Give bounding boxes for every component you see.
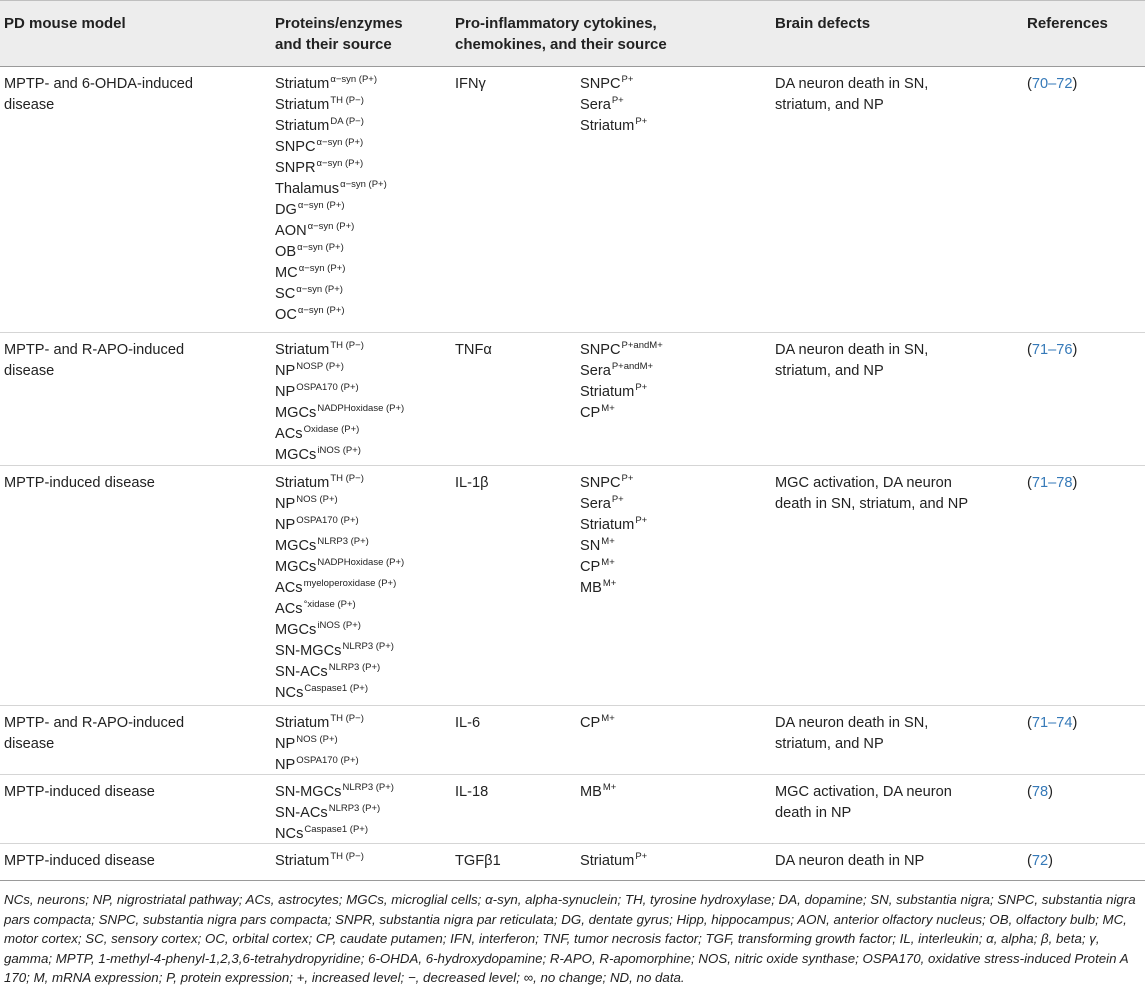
- cell-sources: [580, 713, 760, 734]
- cell-sources: [580, 74, 760, 137]
- protein-item: [275, 340, 445, 361]
- source-item: [580, 494, 760, 515]
- protein-name: SN-ACs: [275, 664, 328, 680]
- protein-item: [275, 662, 445, 683]
- protein-annotation: NADPHoxidase (P+): [317, 403, 405, 414]
- reference-line: [1027, 713, 1137, 734]
- protein-name: MGCs: [275, 405, 317, 421]
- protein-item: [275, 361, 445, 382]
- protein-name: ACs: [275, 601, 303, 617]
- protein-item: [275, 557, 445, 578]
- protein-annotation: TH (P−): [330, 713, 364, 724]
- protein-item: [275, 263, 445, 284]
- protein-name: MC: [275, 265, 298, 281]
- protein-annotation: OSPA170 (P+): [296, 382, 359, 393]
- table-row: [0, 465, 1145, 705]
- protein-annotation: °xidase (P+): [303, 599, 356, 610]
- reference-line: [1027, 473, 1137, 494]
- protein-annotation: α−syn (P+): [316, 158, 364, 169]
- protein-item: [275, 305, 445, 326]
- reference-line: [1027, 74, 1137, 95]
- protein-item: [275, 515, 445, 536]
- reference-paren-close: ): [1072, 475, 1078, 491]
- table-row: [0, 705, 1145, 774]
- source-item: [580, 536, 760, 557]
- cytokine-name: IFNγ: [455, 76, 486, 92]
- cell-proteins: [275, 74, 445, 326]
- brain-defect-line: striatum, and NP: [775, 736, 884, 752]
- protein-item: [275, 179, 445, 200]
- protein-item: [275, 445, 445, 466]
- brain-defect-line: death in SN, striatum, and NP: [775, 496, 969, 512]
- protein-name: MGCs: [275, 622, 317, 638]
- cell-model: [4, 851, 254, 872]
- source-item: [580, 713, 760, 734]
- protein-annotation: TH (P−): [330, 473, 364, 484]
- protein-name: MGCs: [275, 447, 317, 463]
- model-line: disease: [4, 97, 55, 113]
- source-annotation: M+: [602, 578, 617, 589]
- source-annotation: P+: [621, 74, 634, 85]
- cell-cytokine: [455, 851, 565, 872]
- reference-paren-open: (: [1027, 784, 1032, 800]
- cell-cytokine: [455, 340, 565, 361]
- source-annotation: P+andM+: [621, 340, 663, 351]
- source-annotation: P+: [635, 116, 648, 127]
- cell-model: [4, 713, 254, 755]
- model-line: MPTP- and R-APO-induced: [4, 715, 185, 731]
- cell-reference: [1027, 713, 1137, 734]
- reference-link[interactable]: 71–78: [1031, 475, 1073, 491]
- cell-sources: [580, 782, 760, 803]
- source-item: [580, 382, 760, 403]
- cell-proteins: [275, 713, 445, 776]
- cell-brain-defects: [775, 74, 1005, 116]
- protein-annotation: DA (P−): [330, 116, 364, 127]
- protein-item: [275, 851, 445, 872]
- cell-brain-defects: [775, 713, 1005, 755]
- source-name: CP: [580, 559, 601, 575]
- source-item: [580, 74, 760, 95]
- reference-link[interactable]: 72: [1031, 853, 1049, 869]
- source-name: SNPC: [580, 475, 621, 491]
- protein-name: NP: [275, 363, 296, 379]
- cell-model: [4, 340, 254, 382]
- reference-link[interactable]: 78: [1031, 784, 1049, 800]
- table-row: [0, 774, 1145, 843]
- protein-item: [275, 284, 445, 305]
- brain-defect-line: striatum, and NP: [775, 97, 884, 113]
- source-name: Striatum: [580, 853, 635, 869]
- protein-annotation: NLRP3 (P+): [328, 803, 381, 814]
- protein-name: NP: [275, 517, 296, 533]
- cell-sources: [580, 851, 760, 872]
- protein-name: Thalamus: [275, 181, 340, 197]
- cell-cytokine: [455, 473, 565, 494]
- protein-item: [275, 683, 445, 704]
- reference-paren-close: ): [1048, 784, 1053, 800]
- source-annotation: P+: [611, 95, 624, 106]
- cell-model: [4, 782, 254, 803]
- source-item: [580, 851, 760, 872]
- protein-annotation: NLRP3 (P+): [342, 782, 394, 793]
- protein-item: [275, 494, 445, 515]
- protein-item: [275, 578, 445, 599]
- source-item: [580, 578, 760, 599]
- source-item: [580, 340, 760, 361]
- reference-paren-close: ): [1048, 853, 1053, 869]
- cytokine-name: IL-6: [455, 715, 481, 731]
- cytokine-name: IL-1β: [455, 475, 489, 491]
- cell-brain-defects: [775, 782, 1005, 824]
- protein-item: [275, 158, 445, 179]
- reference-link[interactable]: 71–74: [1031, 715, 1073, 731]
- cell-brain-defects: [775, 851, 1005, 872]
- source-item: [580, 473, 760, 494]
- protein-item: [275, 473, 445, 494]
- cell-sources: [580, 473, 760, 599]
- protein-annotation: OSPA170 (P+): [296, 515, 359, 526]
- protein-annotation: α−syn (P+): [298, 263, 346, 274]
- protein-name: SN-MGCs: [275, 784, 342, 800]
- cell-reference: [1027, 340, 1137, 361]
- protein-annotation: TH (P−): [330, 95, 364, 106]
- protein-item: [275, 221, 445, 242]
- protein-annotation: α−syn (P+): [297, 200, 345, 211]
- cell-reference: [1027, 782, 1137, 803]
- cell-reference: [1027, 851, 1137, 872]
- source-name: MB: [580, 580, 602, 596]
- header-model: PD mouse model: [4, 15, 126, 32]
- source-name: CP: [580, 715, 601, 731]
- cell-brain-defects: [775, 473, 1005, 515]
- brain-defect-line: death in NP: [775, 805, 852, 821]
- source-annotation: M+: [601, 713, 615, 724]
- reference-paren-open: (: [1027, 76, 1032, 92]
- header-cytokines: [455, 13, 755, 55]
- protein-name: SNPR: [275, 160, 316, 176]
- protein-item: [275, 137, 445, 158]
- protein-item: [275, 782, 445, 803]
- protein-annotation: α−syn (P+): [307, 221, 355, 232]
- protein-annotation: iNOS (P+): [317, 620, 361, 631]
- cell-proteins: [275, 340, 445, 466]
- protein-name: Striatum: [275, 853, 330, 869]
- protein-annotation: myeloperoxidase (P+): [303, 578, 397, 589]
- protein-annotation: Oxidase (P+): [303, 424, 360, 435]
- source-annotation: M+: [601, 557, 615, 568]
- cell-sources: [580, 340, 760, 424]
- brain-defect-line: DA neuron death in SN,: [775, 76, 929, 92]
- cell-cytokine: [455, 74, 565, 95]
- protein-name: DG: [275, 202, 297, 218]
- protein-name: SN-MGCs: [275, 643, 342, 659]
- protein-name: AON: [275, 223, 307, 239]
- protein-annotation: α−syn (P+): [316, 137, 364, 148]
- protein-name: SNPC: [275, 139, 316, 155]
- source-annotation: P+: [635, 851, 648, 862]
- protein-name: Striatum: [275, 76, 330, 92]
- protein-item: [275, 755, 445, 776]
- source-name: Sera: [580, 97, 611, 113]
- cell-proteins: [275, 851, 445, 872]
- reference-link[interactable]: 70–72: [1031, 76, 1073, 92]
- protein-item: [275, 403, 445, 424]
- brain-defect-line: MGC activation, DA neuron: [775, 475, 952, 491]
- source-name: Striatum: [580, 118, 635, 134]
- source-annotation: M+: [602, 782, 617, 793]
- reference-paren-open: (: [1027, 853, 1032, 869]
- source-item: [580, 403, 760, 424]
- source-item: [580, 361, 760, 382]
- model-line: MPTP-induced disease: [4, 475, 155, 491]
- model-line: disease: [4, 363, 55, 379]
- source-name: Sera: [580, 496, 611, 512]
- protein-name: Striatum: [275, 475, 330, 491]
- protein-annotation: α−syn (P+): [340, 179, 387, 190]
- protein-name: OC: [275, 307, 297, 323]
- protein-annotation: NLRP3 (P+): [328, 662, 381, 673]
- protein-annotation: α−syn (P+): [297, 242, 344, 253]
- protein-name: OB: [275, 244, 297, 260]
- protein-name: MGCs: [275, 538, 317, 554]
- protein-item: [275, 713, 445, 734]
- brain-defect-line: striatum, and NP: [775, 363, 884, 379]
- table-header: [0, 0, 1145, 67]
- protein-name: NP: [275, 736, 296, 752]
- table-row: [0, 843, 1145, 880]
- source-name: SNPC: [580, 342, 621, 358]
- protein-name: NP: [275, 757, 296, 773]
- model-line: MPTP-induced disease: [4, 784, 155, 800]
- protein-name: MGCs: [275, 559, 317, 575]
- source-annotation: P+andM+: [611, 361, 654, 372]
- reference-link[interactable]: 71–76: [1031, 342, 1073, 358]
- protein-name: NCs: [275, 826, 304, 842]
- reference-paren-open: (: [1027, 475, 1032, 491]
- protein-annotation: NADPHoxidase (P+): [317, 557, 405, 568]
- protein-name: Striatum: [275, 118, 330, 134]
- protein-name: ACs: [275, 426, 303, 442]
- reference-line: [1027, 851, 1137, 872]
- cytokine-name: TNFα: [455, 342, 492, 358]
- protein-item: [275, 536, 445, 557]
- protein-annotation: NLRP3 (P+): [317, 536, 369, 547]
- protein-name: Striatum: [275, 97, 330, 113]
- protein-name: ACs: [275, 580, 303, 596]
- header-references: References: [1027, 15, 1108, 32]
- protein-name: NCs: [275, 685, 304, 701]
- table-row: [0, 67, 1145, 332]
- protein-annotation: iNOS (P+): [317, 445, 361, 456]
- protein-name: Striatum: [275, 342, 330, 358]
- protein-item: [275, 382, 445, 403]
- cell-cytokine: [455, 782, 565, 803]
- reference-paren-close: ): [1072, 76, 1078, 92]
- reference-line: [1027, 782, 1137, 803]
- brain-defect-line: DA neuron death in NP: [775, 853, 925, 869]
- table-bottom-rule: [0, 880, 1145, 881]
- protein-annotation: NLRP3 (P+): [342, 641, 394, 652]
- cell-reference: [1027, 74, 1137, 95]
- source-annotation: M+: [601, 536, 615, 547]
- protein-name: Striatum: [275, 715, 330, 731]
- header-brain-defects: Brain defects: [775, 15, 871, 32]
- table-footnote: NCs, neurons; NP, nigrostriatal pathway; ACs, astrocytes; MGCs, microglial cells; α-syn, alpha-synuclein; TH, tyrosine hydroxylase; DA, dopamine; SN, substantia nigra; SNPC, substantia nigra pars compacta; SNPC, substantia nigra pars compacta; SNPR, substantia nigra par reticulata; DG, dentate gyrus; Hipp, hippocampus; AON, anterior olfactory nucleus; OB, olfactory bulb; MC, motor cortex; SC, sensory cortex; OC, orbital cortex; CP, caudate putamen; IFN, interferon; TNF, tumor necrosis factor; TGF, transforming growth factor; IL, interleukin; α, alpha; β, beta; γ, gamma; MPTP, 1-methyl-4-phenyl-1,2,3,6-tetrahydropyridine; 6-OHDA, 6-hydroxydopamine; R-APO, R-apomorphine; NOS, nitric oxide synthase; OSPA170, oxidative stress-induced Protein A 170; M, mRNA expression; P, protein expression; +, increased level; −, decreased level; ∞, no change; ND, no data.: [4, 892, 1136, 985]
- protein-annotation: NOS (P+): [296, 494, 338, 505]
- protein-item: [275, 734, 445, 755]
- table-row: [0, 332, 1145, 465]
- cytokine-name: TGFβ1: [455, 853, 501, 869]
- protein-annotation: α−syn (P+): [330, 74, 378, 85]
- protein-item: [275, 74, 445, 95]
- source-name: CP: [580, 405, 601, 421]
- brain-defect-line: DA neuron death in SN,: [775, 342, 929, 358]
- reference-paren-open: (: [1027, 715, 1032, 731]
- protein-annotation: TH (P−): [330, 340, 364, 351]
- protein-annotation: Caspase1 (P+): [304, 824, 369, 835]
- protein-annotation: NOS (P+): [296, 734, 338, 745]
- reference-line: [1027, 340, 1137, 361]
- source-item: [580, 557, 760, 578]
- model-line: disease: [4, 736, 55, 752]
- protein-name: SC: [275, 286, 296, 302]
- source-item: [580, 116, 760, 137]
- source-name: Sera: [580, 363, 611, 379]
- source-item: [580, 782, 760, 803]
- protein-annotation: OSPA170 (P+): [296, 755, 359, 766]
- source-annotation: P+: [635, 382, 648, 393]
- source-annotation: P+: [621, 473, 634, 484]
- protein-item: [275, 200, 445, 221]
- source-item: [580, 515, 760, 536]
- protein-annotation: NOSP (P+): [296, 361, 344, 372]
- cell-model: [4, 473, 254, 494]
- protein-item: [275, 116, 445, 137]
- model-line: MPTP-induced disease: [4, 853, 155, 869]
- cell-proteins: [275, 473, 445, 704]
- protein-item: [275, 95, 445, 116]
- protein-annotation: α−syn (P+): [296, 284, 343, 295]
- reference-paren-close: ): [1072, 715, 1078, 731]
- source-name: Striatum: [580, 517, 635, 533]
- protein-name: NP: [275, 384, 296, 400]
- cell-brain-defects: [775, 340, 1005, 382]
- reference-paren-open: (: [1027, 342, 1032, 358]
- protein-name: SN-ACs: [275, 805, 328, 821]
- cell-reference: [1027, 473, 1137, 494]
- protein-item: [275, 620, 445, 641]
- source-name: Striatum: [580, 384, 635, 400]
- source-annotation: M+: [601, 403, 615, 414]
- source-item: [580, 95, 760, 116]
- source-annotation: P+: [611, 494, 624, 505]
- cytokine-name: IL-18: [455, 784, 489, 800]
- header-proteins: [275, 13, 445, 55]
- reference-paren-close: ): [1072, 342, 1078, 358]
- source-name: SN: [580, 538, 601, 554]
- protein-annotation: Caspase1 (P+): [304, 683, 369, 694]
- source-name: SNPC: [580, 76, 621, 92]
- cell-cytokine: [455, 713, 565, 734]
- header-cytokines-line1: Pro-inflammatory cytokines,: [455, 15, 657, 32]
- protein-annotation: TH (P−): [330, 851, 364, 862]
- cell-model: [4, 74, 254, 116]
- source-name: MB: [580, 784, 602, 800]
- protein-annotation: α−syn (P+): [297, 305, 345, 316]
- protein-item: [275, 824, 445, 845]
- header-cytokines-line2: chemokines, and their source: [455, 36, 667, 53]
- protein-item: [275, 641, 445, 662]
- header-proteins-line1: Proteins/enzymes: [275, 15, 403, 32]
- header-proteins-line2: and their source: [275, 36, 392, 53]
- protein-name: NP: [275, 496, 296, 512]
- model-line: MPTP- and 6-OHDA-induced: [4, 76, 193, 92]
- source-annotation: P+: [635, 515, 648, 526]
- cell-proteins: [275, 782, 445, 845]
- brain-defect-line: DA neuron death in SN,: [775, 715, 929, 731]
- model-line: MPTP- and R-APO-induced: [4, 342, 185, 358]
- protein-item: [275, 424, 445, 445]
- protein-item: [275, 242, 445, 263]
- protein-item: [275, 803, 445, 824]
- protein-item: [275, 599, 445, 620]
- brain-defect-line: MGC activation, DA neuron: [775, 784, 952, 800]
